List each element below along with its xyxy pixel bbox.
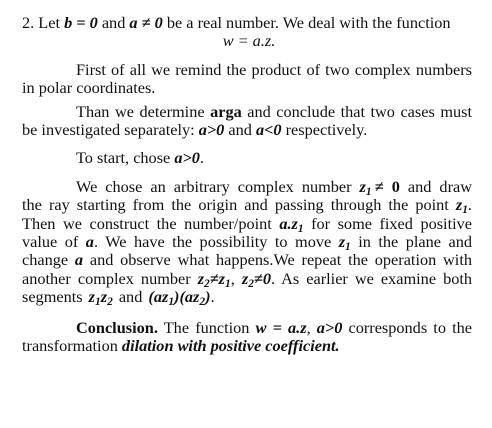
conclusion-label: Conclusion. xyxy=(76,317,158,337)
document-page xyxy=(22,14,472,356)
formula-line xyxy=(22,32,472,50)
paragraph-remind: First of all we remind the product of two complex numbers in polar coordinates. xyxy=(22,59,472,98)
paragraph-construction: We chose an arbitrary complex number $z_1 \ne 0$ and draw the ray starting from the origin and passing through the point $z_1$. Then we construct the number/point $a.z_1$ for some fixed positive value of a. We have the possibility to move $z_1$ in the plane and change a and observe what happens.We repeat the operation with another complex number $z_2\ne z_1$, $z_2\ne 0$. As earlier we examine both segments $z_1z_2$ and $(az_1)(az_2)$. xyxy=(22,176,473,309)
condition-a-nonzero: a ≠ 0 xyxy=(129,13,163,32)
function-formula: w = a.z. xyxy=(222,31,276,51)
paragraph-start: To start, chose a>0. xyxy=(76,148,204,168)
paragraph-conclusion: Conclusion. The function w = a.z, a>0 corresponds to the transformation dilation with positive coefficient. xyxy=(22,317,472,356)
item-number: 2. xyxy=(22,13,35,32)
transformation-name: dilation with positive coefficient. xyxy=(121,336,340,356)
condition-b-zero: b = 0 xyxy=(64,13,98,32)
item-2-intro: 2. Let b = 0 and a ≠ 0 be a real number. We deal with the function xyxy=(22,13,451,32)
paragraph-arga: Than we determine arga and conclude that two cases must be investigated separately: a>0 and a<0 respectively. xyxy=(22,101,472,140)
arga-term: arga xyxy=(210,101,242,121)
